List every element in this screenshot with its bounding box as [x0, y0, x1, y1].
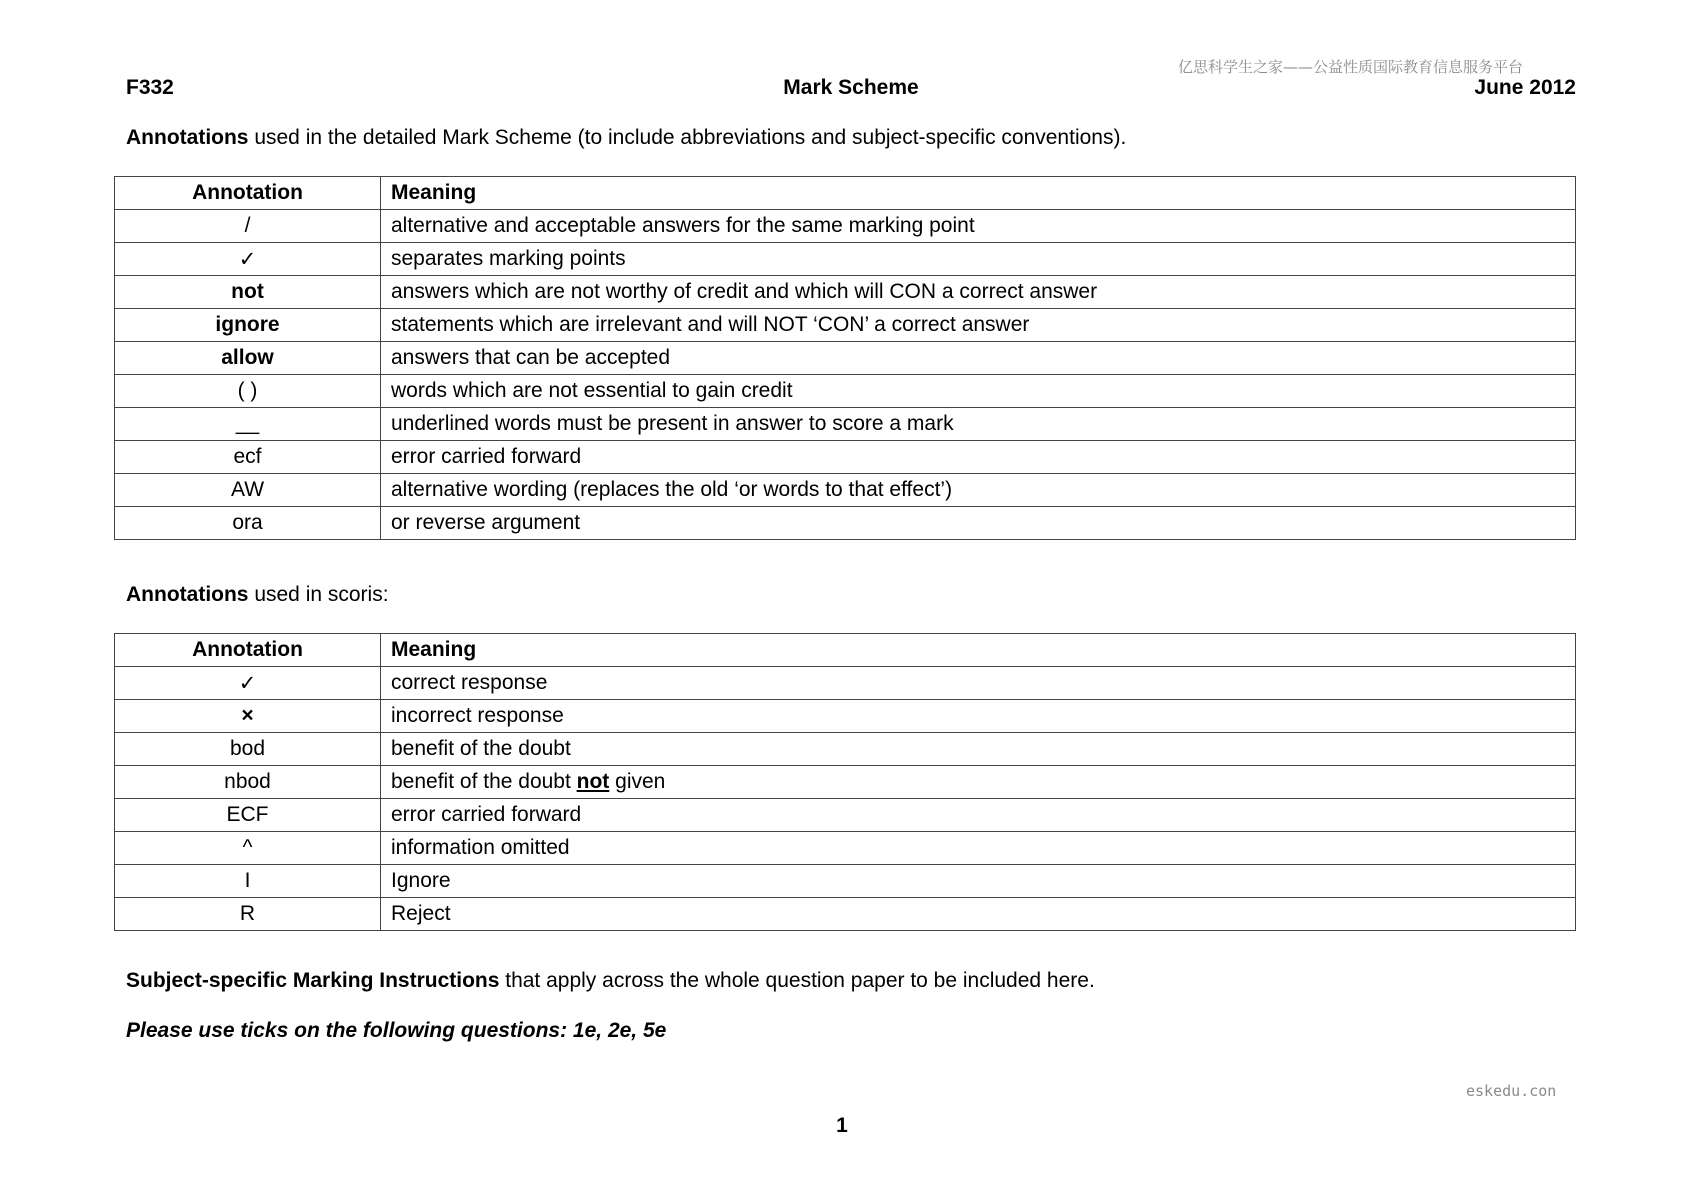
table-row: [115, 408, 1576, 441]
section1-intro: [126, 126, 1126, 150]
section1-intro-text: used in the detailed Mark Scheme (to include abbreviations and subject-specific conventions).: [248, 126, 1127, 149]
annotation-cell: ignore: [115, 309, 381, 342]
annotation-cell: /: [115, 210, 381, 243]
meaning-cell: [381, 766, 1576, 799]
annotation-cell: ecf: [115, 441, 381, 474]
table-header-row: [115, 177, 1576, 210]
page-header: [126, 76, 1576, 104]
table-row: [115, 276, 1576, 309]
annotation-cell: not: [115, 276, 381, 309]
table-row: [115, 474, 1576, 507]
annotation-cell: R: [115, 898, 381, 931]
scoris-annotations-table: [114, 633, 1576, 931]
annotation-cell: bod: [115, 733, 381, 766]
annotation-cell: __: [115, 408, 381, 441]
meaning-cell: or reverse argument: [381, 507, 1576, 540]
meaning-cell: error carried forward: [381, 799, 1576, 832]
exam-date: June 2012: [1474, 76, 1576, 99]
column-header-meaning: Meaning: [381, 177, 1576, 210]
table-row: [115, 375, 1576, 408]
meaning-cell: alternative and acceptable answers for the same marking point: [381, 210, 1576, 243]
document-title: Mark Scheme: [783, 76, 919, 99]
section2-intro: [126, 583, 389, 607]
meaning-cell: words which are not essential to gain credit: [381, 375, 1576, 408]
column-header-meaning: Meaning: [381, 634, 1576, 667]
table-row: [115, 766, 1576, 799]
watermark-top: 亿思科学生之家——公益性质国际教育信息服务平台: [1178, 58, 1524, 76]
meaning-cell: alternative wording (replaces the old ‘or words to that effect’): [381, 474, 1576, 507]
meaning-cell: incorrect response: [381, 700, 1576, 733]
page-number: 1: [836, 1114, 848, 1137]
table-row: [115, 309, 1576, 342]
annotation-cell: AW: [115, 474, 381, 507]
table-header-row: [115, 634, 1576, 667]
meaning-cell: statements which are irrelevant and will NOT ‘CON’ a correct answer: [381, 309, 1576, 342]
table-row: [115, 733, 1576, 766]
table-row: [115, 667, 1576, 700]
meaning-text: benefit of the doubt: [391, 770, 577, 793]
table-row: [115, 243, 1576, 276]
annotation-cell: ECF: [115, 799, 381, 832]
meaning-cell: benefit of the doubt: [381, 733, 1576, 766]
column-header-annotation: Annotation: [115, 177, 381, 210]
table-row: [115, 832, 1576, 865]
watermark-bottom: eskedu.con: [1466, 1082, 1557, 1100]
ticks-note: Please use ticks on the following questions: 1e, 2e, 5e: [126, 1019, 667, 1042]
column-header-annotation: Annotation: [115, 634, 381, 667]
annotation-cell: nbod: [115, 766, 381, 799]
meaning-cell: error carried forward: [381, 441, 1576, 474]
section1-intro-bold: Annotations: [126, 126, 249, 149]
annotations-table: [114, 176, 1576, 540]
meaning-cell: Ignore: [381, 865, 1576, 898]
meaning-cell: underlined words must be present in answer to score a mark: [381, 408, 1576, 441]
meaning-text: given: [609, 770, 666, 793]
meaning-cell: information omitted: [381, 832, 1576, 865]
table-row: [115, 898, 1576, 931]
table-row: [115, 210, 1576, 243]
table-row: [115, 441, 1576, 474]
meaning-emphasis: not: [576, 770, 610, 793]
meaning-cell: correct response: [381, 667, 1576, 700]
table-row: [115, 865, 1576, 898]
meaning-cell: answers that can be accepted: [381, 342, 1576, 375]
table-row: [115, 342, 1576, 375]
meaning-cell: separates marking points: [381, 243, 1576, 276]
paper-code: F332: [126, 76, 174, 99]
marking-instructions-text: that apply across the whole question paper to be included here.: [499, 969, 1095, 992]
table-row: [115, 507, 1576, 540]
table-row: [115, 700, 1576, 733]
meaning-cell: Reject: [381, 898, 1576, 931]
cross-icon: ×: [115, 700, 381, 733]
section2-intro-text: used in scoris:: [248, 583, 389, 606]
annotation-cell: ( ): [115, 375, 381, 408]
tick-icon: ✓: [115, 667, 381, 700]
marking-instructions: [126, 969, 1095, 993]
meaning-cell: answers which are not worthy of credit and which will CON a correct answer: [381, 276, 1576, 309]
annotation-cell: allow: [115, 342, 381, 375]
annotation-cell: ^: [115, 832, 381, 865]
section2-intro-bold: Annotations: [126, 583, 249, 606]
marking-instructions-bold: Subject-specific Marking Instructions: [126, 969, 500, 992]
annotation-cell: ora: [115, 507, 381, 540]
table-row: [115, 799, 1576, 832]
tick-icon: ✓: [115, 243, 381, 276]
annotation-cell: I: [115, 865, 381, 898]
